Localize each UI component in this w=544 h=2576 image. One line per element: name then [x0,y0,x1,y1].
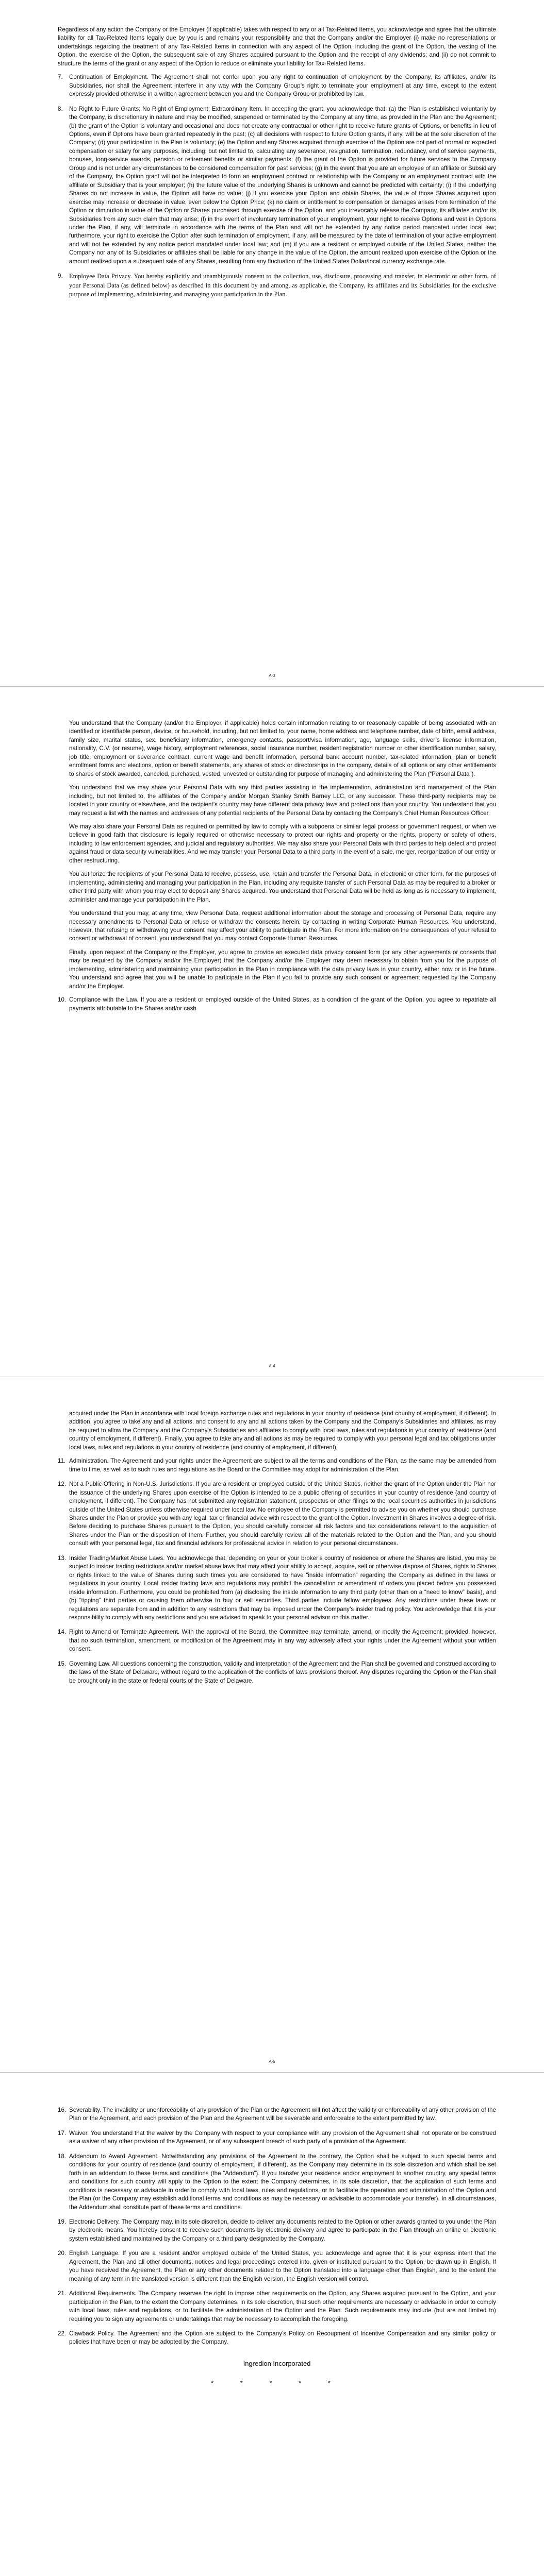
section-8 [58,105,496,266]
tax-intro-paragraph: Regardless of any action the Company or the Employer (if applicable) takes with respect to any or all Tax-Related Items, you acknowledge and agree that the ultimate liability for all Tax-Related Items legally due by you is and remains your responsibility and that the Company and/or the Employer (i) make no representations or undertakings regarding the treatment of any Tax-Related Items in connection with any aspect of the Option, including the grant of the Option, the vesting of the Option, the exercise of the Option, the subsequent sale of any Shares acquired pursuant to the Option and the receipt of any dividends; and (ii) do not commit to structure the terms of the grant or any aspect of the Option to reduce or eliminate your liability for Tax-Related Items. [58,26,496,67]
legal-disclosure-paragraph: We may also share your Personal Data as required or permitted by law to comply with a subpoena or similar legal process or government request, or when we believe in good faith that disclosure is legally required or otherwise necessary to protect our rights and property or the rights, property or safety of others, including to law enforcement agencies, and judicial and regulatory authorities. We may also share your Personal Data with third parties to help detect and protect against fraud or data security vulnerabilities. And we may transfer your Personal Data to a third party in the event of a sale, merger, reorganization of our entity or other restructuring. [69,823,496,864]
personal-data-paragraph: You understand that the Company (and/or the Employer, if applicable) holds certain information relating to or reasonably capable of being associated with an identified or identifiable person, device, or household, including, but not limited to, your name, home address and telephone number, date of birth, email address, family size, marital status, sex, beneficiary information, emergency contacts, passport/visa information, age, language skills, driver’s license information, nationality, C.V. (or resume), wage history, employment references, social insurance number, resident registration number or other identification number, salary, job title, employment or severance contract, current wage and benefit information, personal bank account number, tax-related information, plan or benefit enrollment forms and elections, option or benefit statements, any shares of stock or directorships in the company, details of all options or any other entitlements to shares of stock awarded, canceled, purchased, vested, unvested or outstanding for purpose of managing and administering the Plan (“Personal Data”). [69,720,496,777]
section-21 [58,2290,496,2324]
section-17 [58,2129,496,2146]
section-text: Severability. The invalidity or unenforceability of any provision of the Plan or the Agreement will not affect the validity or enforceability of any other provision of the Plan or the Agreement, and each provision of the Plan and the Agreement will be severable and enforceable to the extent permitted by law. [69,2107,496,2122]
section-text: Not a Public Offering in Non-U.S. Jurisdictions. If you are a resident or employed outside of the United States, neither the grant of the Option under the Plan nor the issuance of the underlying Shares upon exercise of the Option is intended to be a public offering of securities in your country of residence (and country of employment, if different). The Company has not submitted any registration statement, prospectus or other filings to the local securities authorities in jurisdictions outside of the United States unless otherwise required under local law. No employee of the Company is permitted to advise you on whether you should purchase Shares under the Plan or provide you with any legal, tax or financial advice with respect to the grant of the Option. Investment in Shares involves a degree of risk. Before deciding to purchase Shares pursuant to the Option, you should carefully consider all risk factors and tax considerations relevant to the acquisition of Shares under the Plan or the disposition of them. Further, you should carefully review all of the materials related to the Option and the Plan, and you should consult with your personal legal, tax and financial advisors for professional advice in relation to your personal circumstances. [69,1481,496,1547]
section-text: Clawback Policy. The Agreement and the Option are subject to the Company’s Policy on Recoupment of Incentive Compensation and any similar policy or policies that have been or may be adopted by the Company. [69,2330,496,2346]
section-13 [58,1554,496,1622]
page-number: A-5 [269,2059,275,2064]
section-number: 14. [58,1629,67,1636]
section-text: Employee Data Privacy. You hereby explicitly and unambiguously consent to the collection, use, disclosure, processing and transfer, in electronic or other form, of your Personal Data (as defined below) as described in this document by and among, as applicable, the Company, its affiliates and its Subsidiaries for the exclusive purpose of implementing, administering and managing your participation in the Plan. [69,273,496,298]
page-number: A-3 [269,673,275,678]
section-number: 7. [58,74,63,81]
section-10 [58,996,496,1013]
section-number: 8. [58,105,63,112]
section-number: 11. [58,1458,66,1465]
recipient-authorization-paragraph: You authorize the recipients of your Personal Data to receive, possess, use, retain and transfer the Personal Data, in electronic or other form, for the purposes of implementing, administering and managing your participation in the Plan, including any requisite transfer of such Personal Data as may be required to a broker or other third party with whom you may elect to deposit any Shares acquired. You understand that Personal Data will be held as long as is necessary to implement, administer and manage your participation in the Plan. [69,871,496,903]
company-signature-line: Ingredion Incorporated [243,2359,311,2367]
section-text: Addendum to Award Agreement. Notwithstanding any provisions of the Agreement to the contrary, the Option shall be subject to such special terms and conditions for your country of residence (and country of employment, if different), as the Company may determine in its sole discretion and which shall be set forth in an addendum to these terms and conditions (the “Addendum”). If you transfer your residence and/or employment to another country, any special terms and conditions for such country will apply to the Option to the extent the Company determines, in its sole discretion, that the application of such terms and conditions is necessary or advisable in order to comply with local laws, rules and regulations, or to facilitate the operation and administration of the Option and the Plan (or the Company may establish additional terms and conditions as may be necessary or advisable to accommodate your transfer). In all circumstances, the Addendum shall constitute part of these terms and conditions. [69,2153,496,2211]
page-divider [0,2072,544,2073]
section-number: 17. [58,2129,67,2137]
section-end-stars: * * * * * [211,2379,343,2387]
section-number: 20. [58,2250,67,2257]
section-number: 15. [58,1660,67,1667]
page-2 [0,690,544,1381]
section-text: Governing Law. All questions concerning the construction, validity and interpretation of the Agreement and the Plan shall be governed and construed according to the laws of the State of Delaware, without regard to the application of the conflicts of laws provisions thereof. Any disputes regarding the Option or the Plan shall be brought only in the state or federal courts of the State of Delaware. [69,1660,496,1684]
section-number: 18. [58,2153,67,2160]
page-4 [0,2076,544,2576]
section-text: Compliance with the Law. If you are a resident or employed outside of the United States, as a condition of the grant of the Option, you agree to repatriate all payments attributable to the Shares and/or cash [69,996,496,1012]
section-number: 12. [58,1481,67,1488]
section-number: 13. [58,1554,67,1562]
data-sharing-paragraph: You understand that we may share your Personal Data with any third parties assisting in the implementation, administration and management of the Plan including, but not limited to, the affiliates of the Company and/or Morgan Stanley Smith Barney LLC, or any successor. These third-party recipients may be located in your country or elsewhere, and the recipient’s country may have different data privacy laws and protections than your country. You understand that you may request a list with the names and addresses of any potential recipients of the Personal Data by contacting the Company’s Chief Human Resources Officer. [69,784,496,817]
section-20 [58,2249,496,2283]
consent-form-paragraph: Finally, upon request of the Company or the Employer, you agree to provide an executed data privacy consent form (or any other agreements or consents that may be required by the Company and/or the Employer) that the Company and/or the Employer may deem necessary to obtain from you for the purpose of implementing, administering and maintaining your participation in the Plan in compliance with the data privacy laws in your country, either now or in the future. You understand and agree that you will be unable to participate in the Plan if you fail to provide any such consent or agreement requested by the Company and/or the Employer. [69,948,496,990]
section-16 [58,2106,496,2123]
section-text: Continuation of Employment. The Agreement shall not confer upon you any right to continuation of employment by the Company, its affiliates, and/or its Subsidiaries, nor shall the Agreement interfere in any way with the Company Group’s right to terminate your employment at any time, except to the extent expressly provided otherwise in a written agreement between you and the Company Group or prohibited by law. [69,74,496,98]
page-divider [0,686,544,687]
section-number: 9. [58,273,63,280]
section-text: Additional Requirements. The Company reserves the right to impose other requirements on the Option, any Shares acquired pursuant to the Option, and your participation in the Plan, to the extent the Company determines, in its sole discretion, that such other requirements are necessary or advisable in order to comply with local laws, rules and regulations, or to facilitate the administration of the Option and the Plan. Such requirements may include (but are not limited to) requiring you to sign any agreements or undertakings that may be necessary to accomplish the foregoing. [69,2290,496,2323]
section-19 [58,2218,496,2243]
section-text: Administration. The Agreement and your rights under the Agreement are subject to all the terms and conditions of the Plan, as the same may be amended from time to time, as well as to such rules and regulations as the Board or the Committee may adopt for administration of the Plan. [69,1458,496,1473]
page-1 [0,0,544,690]
section-7 [58,73,496,98]
section-number: 19. [58,2218,67,2225]
section-text: Right to Amend or Terminate Agreement. With the approval of the Board, the Committee may terminate, amend, or modify the Agreement; provided, however, that no such termination, amendment, or modification of the Agreement may in any way adversely affect your rights under the Agreement without your written consent. [69,1629,496,1653]
section-14 [58,1628,496,1653]
page-number: A-4 [269,1364,275,1368]
section-text: English Language. If you are a resident and/or employed outside of the United States, you acknowledge and agree that it is your express intent that the Agreement, the Plan and all other documents, notices and legal proceedings entered into, given or instituted pursuant to the Option, be drawn up in English. If you have received the Agreement, the Plan or any other documents related to the Option translated into a language other than English, and to the extent the meaning of any term in the translated version is different than the English version, the English version will control. [69,2250,496,2282]
section-text: Waiver. You understand that the waiver by the Company with respect to your compliance with any provision of the Agreement shall not operate or be construed as a waiver of any other provision of the Agreement, or of any subsequent breach of such party of a provision of the Agreement. [69,2129,496,2145]
section-number: 22. [58,2330,67,2337]
section-9 [58,272,496,299]
section-text: Electronic Delivery. The Company may, in its sole discretion, decide to deliver any documents related to the Option or other awards granted to you under the Plan by electronic means. You hereby consent to receive such documents by electronic delivery and agree to participate in the Plan through an online or electronic system established and maintained by the Company or a third party designated by the Company. [69,2218,496,2242]
section-number: 21. [58,2290,67,2297]
section-12 [58,1480,496,1548]
section-11 [58,1457,496,1474]
section-15 [58,1660,496,1685]
section-text: Insider Trading/Market Abuse Laws. You acknowledge that, depending on your or your broker’s country of residence or where the Shares are listed, you may be subject to insider trading restrictions and/or market abuse laws that may affect your ability to accept, acquire, sell or otherwise dispose of Shares, rights to Shares or rights linked to the value of Shares during such times you are considered to have “inside information” regarding the Company as defined in the laws or regulations in your country. Local insider trading laws and regulations may prohibit the cancellation or amendment of orders you placed before you possessed inside information. Furthermore, you could be prohibited from (a) disclosing the inside information to any third party (other than on a “need to know” basis), and (b) “tipping” third parties or causing them otherwise to buy or sell securities. Third parties include fellow employees. Any restrictions under these laws or regulations are separate from and in addition to any restrictions that may be imposed under the Company’s insider trading policy. You acknowledge that it is your responsibility to comply with any restrictions and you are advised to speak to your personal advisor on this matter. [69,1554,496,1621]
section-number: 10. [58,996,67,1004]
section-number: 16. [58,2107,67,2113]
data-rights-paragraph: You understand that you may, at any time, view Personal Data, request additional information about the storage and processing of Personal Data, require any necessary amendments to Personal Data or refuse or withdraw the consents herein, by contacting in writing Corporate Human Resources. You understand, however, that refusing or withdrawing your consent may affect your ability to participate in the Plan. For more information on the consequences of your refusal to consent or withdrawal of consent, you understand that you may contact Corporate Human Resources. [69,910,496,942]
section-18 [58,2153,496,2212]
page-3 [0,1381,544,2076]
section-22 [58,2330,496,2347]
section-text: No Right to Future Grants; No Right of Employment; Extraordinary Item. In accepting the grant, you acknowledge that: (a) the Plan is established voluntarily by the Company, is discretionary in nature and may be modified, suspended or terminated by the Company at any time, as provided in the Plan and the Agreement; (b) the grant of the Option is voluntary and occasional and does not create any contractual or other right to receive future grants of Options, or benefits in lieu of Options, even if Options have been granted repeatedly in the past; (c) all decisions with respect to future Option grants, if any, will be at the sole discretion of the Company; (d) your participation in the Plan is voluntary; (e) the Option and any Shares acquired through exercise of the Option are not part of normal or expected compensation or salary for any purposes, including, but not limited to, calculating any severance, resignation, termination, redundancy, end of service payments, bonuses, long-service awards, pension or retirement benefits or similar payments; (f) the grant of the Option is provided for future services to the Company Group and is not under any circumstances to be considered compensation for past services; (g) in the event that you are an employee of an affiliate or Subsidiary of the Company, the Option grant will not be interpreted to form an employment contract or relationship with the Company or an employment contract with the affiliate or Subsidiary that is your employer; (h) the future value of the underlying Shares is unknown and cannot be predicted with certainty; (i) if the underlying Shares do not increase in value, the Option will have no value; (j) if you exercise your Option and obtain Shares, the value of those Shares acquired upon exercise may increase or decrease in value, even below the Option Price; (k) no claim or entitlement to compensation or damages arises from termination of the Option or diminution in value of the Option or Shares purchased through exercise of the Option, and you irrevocably release the Company, its affiliates and/or its Subsidiaries from any such claim that may arise; (l) in the event of involuntary termination of your employment, your right to receive Options and vest in Options under the Plan, if any, will terminate in accordance with the terms of the Plan and will not be extended by any notice period mandated under local law; furthermore, your right to exercise the Option after such termination of employment, if any, will be measured by the date of termination of your active employment and will not be extended by any notice period mandated under local law; and (m) if you are a resident or employed outside of the United States, neither the Company nor any of its Subsidiaries or affiliates shall be liable for any change in the value of the Option, the amount realized upon exercise of the Option or the amount realized upon a subsequent sale of any Shares, resulting from any fluctuation of the United States Dollar/local currency exchange rate. [69,105,496,265]
compliance-continuation: acquired under the Plan in accordance with local foreign exchange rules and regulations in your country of residence (and country of employment, if different). In addition, you agree to take any and all actions, and consent to any and all actions taken by the Company and the Company’s Subsidiaries and affiliates, as may be required to allow the Company and the Company’s Subsidiaries and affiliates to comply with local laws, rules and regulations in your country of residence (and country of employment, if different). Finally, you agree to take any and all actions as may be required to comply with your personal legal and tax obligations under local laws, rules and regulations in your country of residence (and country of employment, if different). [69,1410,496,1451]
